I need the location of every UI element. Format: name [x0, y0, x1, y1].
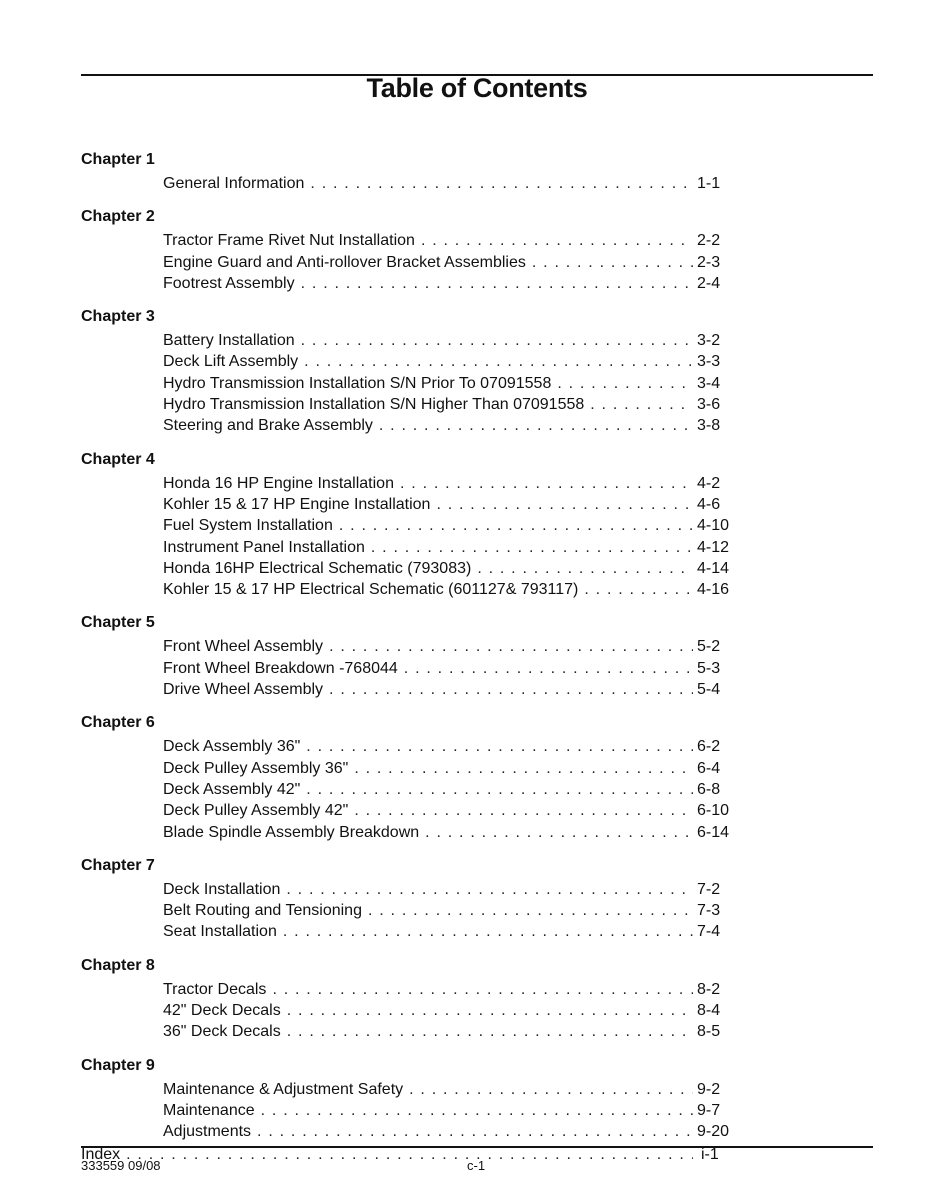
- toc-entry[interactable]: [163, 679, 741, 700]
- page-title: Table of Contents: [366, 73, 588, 103]
- toc-entry-title: Tractor Decals: [163, 980, 267, 998]
- dot-leader: [272, 979, 693, 1000]
- toc-entry[interactable]: [163, 373, 741, 394]
- toc-entry[interactable]: [163, 758, 741, 779]
- toc-entry-title: Deck Lift Assembly: [163, 353, 299, 371]
- toc-entry-title: 36" Deck Decals: [163, 1023, 281, 1041]
- dot-leader: [371, 537, 693, 558]
- toc-entry[interactable]: [163, 779, 741, 800]
- toc-entry-page: 7-4: [697, 923, 721, 941]
- chapter-entries: [81, 330, 741, 436]
- toc-entry-page: 4-2: [697, 474, 721, 492]
- dot-leader: [379, 415, 693, 436]
- dot-leader: [354, 758, 693, 779]
- chapter-heading: Chapter 5: [81, 614, 155, 632]
- dot-leader: [306, 736, 693, 757]
- dot-leader: [404, 658, 693, 679]
- toc-entry[interactable]: [163, 921, 741, 942]
- toc-entry-title: General Information: [163, 175, 305, 192]
- chapter-entries: [81, 173, 741, 194]
- toc-entry-title: Deck Pulley Assembly 36": [163, 759, 349, 777]
- toc-entry-page: 4-14: [697, 559, 730, 577]
- toc-entry-page: 3-2: [697, 332, 721, 350]
- toc-entry-page: 5-4: [697, 681, 721, 699]
- toc-entry-title: Belt Routing and Tensioning: [163, 902, 362, 920]
- toc-entry-title: Blade Spindle Assembly Breakdown: [163, 823, 420, 841]
- toc-entry-page: 5-3: [697, 659, 721, 677]
- table-of-contents: [81, 149, 741, 1165]
- toc-entry[interactable]: [163, 879, 741, 900]
- toc-entry[interactable]: [163, 1000, 741, 1021]
- chapter-heading: Chapter 7: [81, 856, 155, 874]
- chapter-heading: Chapter 9: [81, 1056, 155, 1074]
- toc-entry-title: Maintenance: [163, 1101, 255, 1119]
- toc-entry-title: Honda 16HP Electrical Schematic (793083): [163, 559, 472, 577]
- toc-entry-page: 3-8: [697, 417, 721, 435]
- toc-entry-title: Footrest Assembly: [163, 274, 295, 292]
- toc-entry-page: 8-4: [697, 1002, 721, 1020]
- chapter-heading: Chapter 1: [81, 151, 155, 168]
- toc-entry[interactable]: [163, 351, 741, 372]
- chapter-heading: Chapter 2: [81, 208, 155, 226]
- toc-entry-page: 6-10: [697, 802, 730, 820]
- toc-entry-page: 7-3: [697, 902, 721, 920]
- toc-entry-title: Instrument Panel Installation: [163, 538, 365, 556]
- dot-leader: [557, 373, 693, 394]
- toc-entry-title: Steering and Brake Assembly: [163, 417, 373, 435]
- toc-entry[interactable]: [163, 1121, 741, 1142]
- dot-leader: [283, 921, 693, 942]
- dot-leader: [287, 1000, 693, 1021]
- toc-entry-title: Front Wheel Breakdown -768044: [163, 659, 398, 677]
- chapter-entries: [81, 1079, 741, 1143]
- dot-leader: [339, 515, 693, 536]
- chapter-entries: [81, 473, 741, 601]
- toc-entry[interactable]: [163, 579, 741, 600]
- toc-entry[interactable]: [163, 1100, 741, 1121]
- toc-entry[interactable]: [163, 473, 741, 494]
- toc-entry-page: 9-2: [697, 1080, 721, 1098]
- toc-entry-page: 4-6: [697, 495, 721, 513]
- toc-entry[interactable]: [163, 822, 741, 843]
- dot-leader: [310, 173, 693, 194]
- dot-leader: [257, 1121, 693, 1142]
- chapter-heading: Chapter 4: [81, 450, 155, 468]
- toc-entry[interactable]: [163, 330, 741, 351]
- toc-entry-title: 42" Deck Decals: [163, 1002, 281, 1020]
- toc-entry-page: 8-5: [697, 1023, 721, 1041]
- toc-entry-title: Kohler 15 & 17 HP Engine Installation: [163, 495, 431, 513]
- toc-entry-page: 6-2: [697, 738, 721, 756]
- chapter-entries: [81, 736, 741, 842]
- toc-entry-page: 9-20: [697, 1123, 730, 1141]
- toc-entry-page: 2-3: [697, 253, 721, 271]
- dot-leader: [286, 879, 693, 900]
- chapter-heading: Chapter 6: [81, 714, 155, 732]
- toc-entry[interactable]: [163, 658, 741, 679]
- toc-entry-page: 1-1: [697, 175, 721, 192]
- toc-entry-page: i-1: [701, 1145, 719, 1163]
- dot-leader: [301, 273, 693, 294]
- toc-entry-title: Tractor Frame Rivet Nut Installation: [163, 232, 415, 250]
- toc-entry-title: Battery Installation: [163, 332, 295, 350]
- dot-leader: [329, 636, 693, 657]
- dot-leader: [425, 822, 693, 843]
- toc-entry-title: Fuel System Installation: [163, 517, 333, 535]
- toc-entry-page: 3-4: [697, 374, 721, 392]
- toc-entry-title: Kohler 15 & 17 HP Electrical Schematic (601127& 793117): [163, 581, 579, 599]
- dot-leader: [354, 800, 693, 821]
- chapter-entries: [81, 979, 741, 1043]
- toc-entry-title: Deck Installation: [163, 880, 281, 898]
- toc-entry-page: 9-7: [697, 1101, 721, 1119]
- dot-leader: [400, 473, 693, 494]
- toc-entry-title: Hydro Transmission Installation S/N Higher Than 07091558: [163, 396, 585, 414]
- toc-entry[interactable]: [163, 515, 741, 536]
- toc-entry-page: 6-8: [697, 780, 721, 798]
- toc-entry-title: Deck Pulley Assembly 42": [163, 802, 349, 820]
- toc-entry[interactable]: [163, 415, 741, 436]
- dot-leader: [477, 558, 693, 579]
- dot-leader: [409, 1079, 693, 1100]
- toc-entry[interactable]: [163, 1079, 741, 1100]
- toc-entry-title: Deck Assembly 42": [163, 780, 301, 798]
- chapter-heading: Chapter 3: [81, 308, 155, 326]
- toc-entry-page: 4-12: [697, 538, 730, 556]
- toc-entry-title: Drive Wheel Assembly: [163, 681, 324, 699]
- toc-entry-page: 4-10: [697, 517, 730, 535]
- toc-entry-title: Engine Guard and Anti-rollover Bracket Assemblies: [163, 253, 526, 271]
- footer-page-number: c-1: [467, 1158, 486, 1173]
- dot-leader: [261, 1100, 693, 1121]
- toc-entry-title: Hydro Transmission Installation S/N Prior To 07091558: [163, 374, 552, 392]
- toc-entry[interactable]: [163, 979, 741, 1000]
- chapter-entries: [81, 230, 741, 294]
- toc-entry[interactable]: [163, 273, 741, 294]
- toc-entry-title: Honda 16 HP Engine Installation: [163, 474, 394, 492]
- chapter-entries: [81, 879, 741, 943]
- toc-entry[interactable]: [163, 900, 741, 921]
- toc-entry-page: 2-2: [697, 232, 721, 250]
- dot-leader: [368, 900, 693, 921]
- dot-leader: [301, 330, 693, 351]
- chapter-entries: [81, 636, 741, 700]
- dot-leader: [532, 252, 693, 273]
- chapter-heading: Chapter 8: [81, 956, 155, 974]
- dot-leader: [421, 230, 693, 251]
- toc-entry[interactable]: [163, 394, 741, 415]
- dot-leader: [287, 1021, 693, 1042]
- toc-entry-title: Seat Installation: [163, 923, 277, 941]
- toc-entry-title: Adjustments: [163, 1123, 252, 1141]
- toc-entry[interactable]: [163, 173, 741, 194]
- dot-leader: [306, 779, 693, 800]
- toc-entry[interactable]: [163, 558, 741, 579]
- toc-entry[interactable]: [163, 252, 741, 273]
- toc-entry-page: 6-4: [697, 759, 721, 777]
- dot-leader: [304, 351, 693, 372]
- toc-entry[interactable]: [163, 537, 741, 558]
- toc-entry[interactable]: [163, 800, 741, 821]
- toc-entry-page: 6-14: [697, 823, 730, 841]
- toc-entry-page: 3-3: [697, 353, 721, 371]
- toc-entry[interactable]: [163, 1021, 741, 1042]
- toc-entry[interactable]: [163, 736, 741, 757]
- dot-leader: [436, 494, 693, 515]
- dot-leader: [584, 579, 693, 600]
- toc-entry-page: 7-2: [697, 880, 721, 898]
- footer-doc-number: 333559 09/08: [81, 1158, 161, 1173]
- dot-leader: [590, 394, 693, 415]
- toc-entry[interactable]: [163, 494, 741, 515]
- toc-entry-title: Index: [81, 1145, 121, 1163]
- toc-entry-title: Maintenance & Adjustment Safety: [163, 1080, 404, 1098]
- toc-entry-page: 3-6: [697, 396, 721, 414]
- toc-entry-page: 2-4: [697, 274, 721, 292]
- toc-entry-page: 4-16: [697, 581, 730, 599]
- toc-entry-page: 8-2: [697, 980, 721, 998]
- dot-leader: [329, 679, 693, 700]
- toc-entry-page: 5-2: [697, 638, 721, 656]
- toc-entry-title: Front Wheel Assembly: [163, 638, 324, 656]
- toc-entry[interactable]: [163, 230, 741, 251]
- toc-entry-title: Deck Assembly 36": [163, 738, 301, 756]
- toc-entry[interactable]: [163, 636, 741, 657]
- bottom-rule: [81, 1146, 873, 1148]
